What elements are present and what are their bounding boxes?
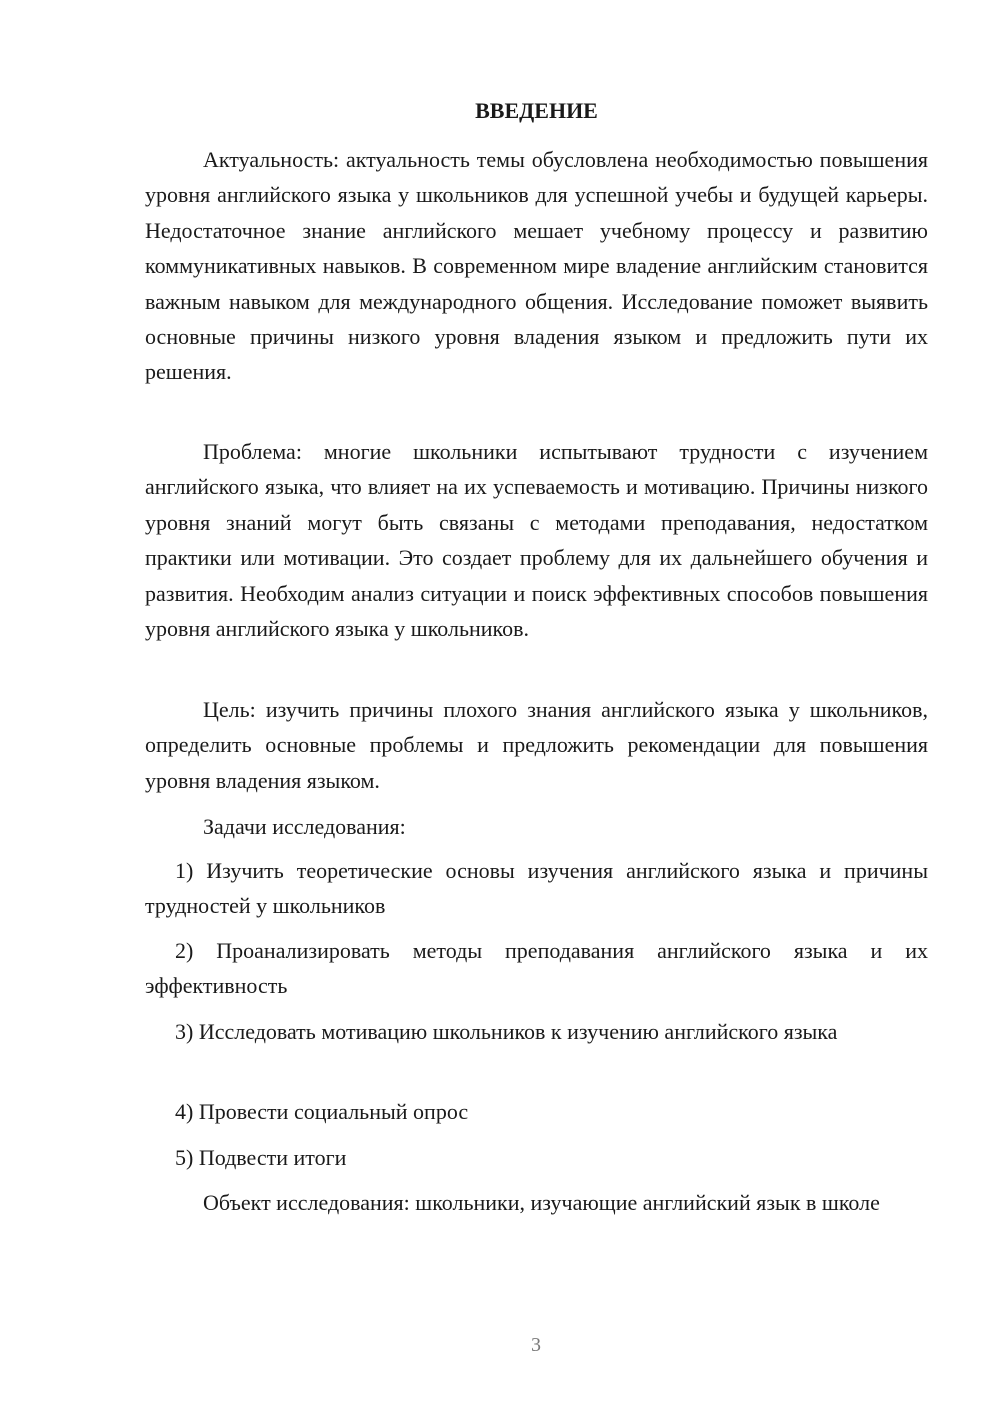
task-item: 1) Изучить теоретические основы изучения английского языка и причины трудностей у школьников xyxy=(145,858,928,919)
task-item: 4) Провести социальный опрос xyxy=(175,1099,469,1124)
task-item: 2) Проанализировать методы преподавания английского языка и их эффективность xyxy=(145,938,928,999)
task-item: 5) Подвести итоги xyxy=(175,1145,347,1170)
tasks-heading: Задачи исследования: xyxy=(203,814,406,839)
paragraph-goal: Цель: изучить причины плохого знания английского языка у школьников, определить основные проблемы и предложить рекомендации для повышения уровня владения языком. xyxy=(145,697,928,793)
paragraph-object: Объект исследования: школьники, изучающие английский язык в школе xyxy=(203,1190,880,1215)
page-number: 3 xyxy=(531,1334,541,1356)
task-item: 3) Исследовать мотивацию школьников к изучению английского языка xyxy=(175,1019,838,1044)
paragraph-relevance: Актуальность: актуальность темы обусловлена необходимостью повышения уровня английского языка у школьников для успешной учебы и будущей карьеры. Недостаточное знание английского мешает учебному процессу и развитию коммуникативных навыков. В современном мире владение английским становится важным навыком для международного общения. Исследование поможет выявить основные причины низкого уровня владения языком и предложить пути их решения. xyxy=(145,147,928,385)
page-title: ВВЕДЕНИЕ xyxy=(475,98,598,123)
paragraph-problem: Проблема: многие школьники испытывают трудности с изучением английского языка, что влияет на их успеваемость и мотивацию. Причины низкого уровня знаний могут быть связаны с методами преподавания, недостатком практики или мотивации. Это создает проблему для их дальнейшего обучения и развития. Необходим анализ ситуации и поиск эффективных способов повышения уровня английского языка у школьников. xyxy=(145,439,928,642)
